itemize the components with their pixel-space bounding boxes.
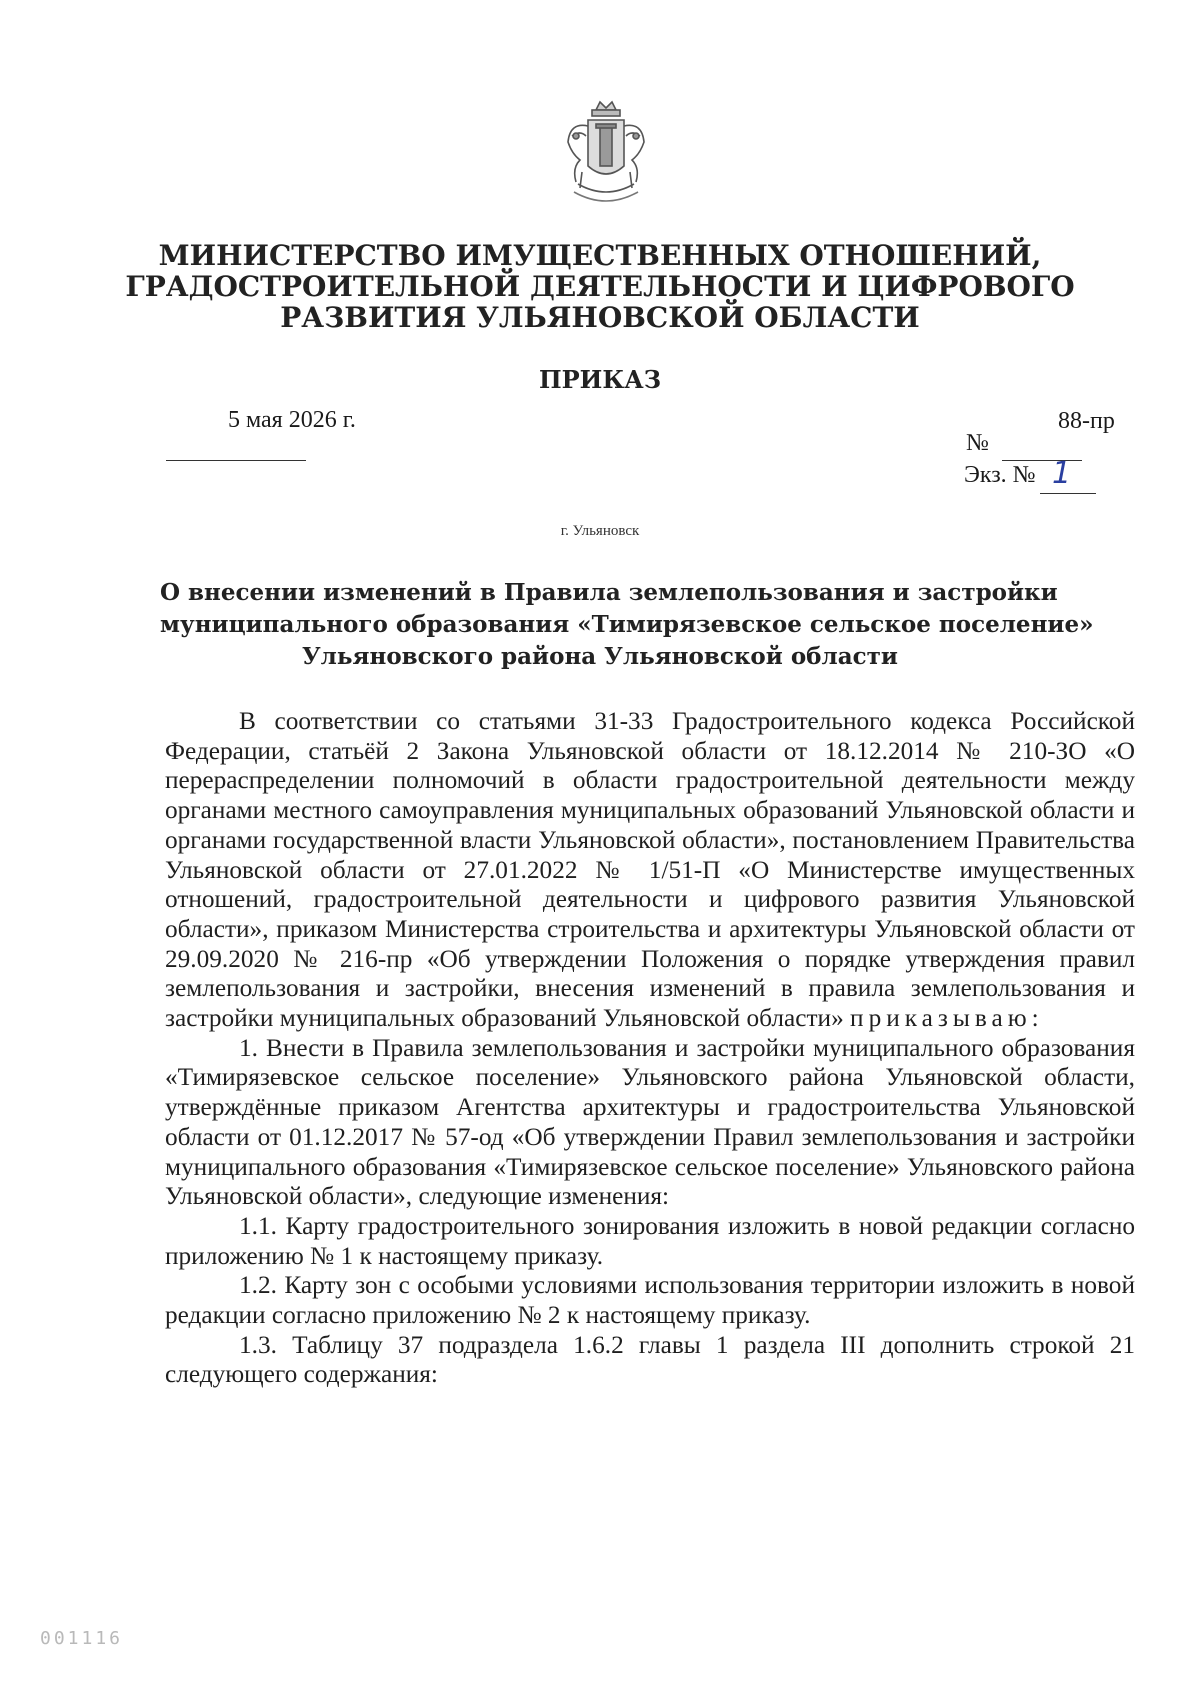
preamble-text: В соответствии со статьями 31-33 Градостроительного кодекса Российской Федерации, статьёй 2 Закона Ульяновской области от 18.12.2014 № 210-ЗО «О перераспределении полномочий в области градостроительной деятельности между органами местного самоуправления муниципальных образований Ульяновской области и органами государственной власти Ульяновской области», постановлением Правительства Ульяновской области от 27.01.2022 № 1/51-П «О Министерстве имущественных отношений, градостроительной деятельности и цифрового развития Ульяновской области», приказом Министерства строительства и архитектуры Ульяновской области от 29.09.2020 № 216-пр «Об утверждении Положения о порядке утверждения правил землепользования и застройки, внесения изменений в правила землепользования и застройки муниципальных образований Ульяновской области»: [165, 707, 1135, 1033]
ministry-line-1: МИНИСТЕРСТВО ИМУЩЕСТВЕННЫХ ОТНОШЕНИЙ,: [158, 239, 1042, 272]
item-1-1: 1.1. Карту градостроительного зонирования изложить в новой редакции согласно приложению № 1 к настоящему приказу.: [165, 1211, 1135, 1270]
document-title: [160, 577, 1094, 673]
preamble-paragraph: [165, 707, 1135, 1034]
item-1-2: 1.2. Карту зон с особыми условиями использования территории изложить в новой редакции согласно приложению № 2 к настоящему приказу.: [165, 1271, 1135, 1330]
ministry-line-3: РАЗВИТИЯ УЛЬЯНОВСКОЙ ОБЛАСТИ: [280, 301, 920, 334]
document-body: [165, 707, 1135, 1390]
city: г. Ульяновск: [560, 523, 640, 539]
copy-underline: [1040, 493, 1096, 494]
document-type: ПРИКАЗ: [538, 365, 662, 394]
title-line-2: муниципального образования «Тимирязевское сельское поселение»: [160, 611, 1094, 638]
order-number-label: №: [966, 430, 989, 456]
date-underline: [166, 460, 306, 461]
item-1: 1. Внести в Правила землепользования и застройки муниципального образования «Тимирязевское сельское поселение» Ульяновского района Ульяновской области, утверждённые приказом Агентства архитектуры и градостроительства Ульяновской области от 01.12.2017 № 57-од «Об утверждении Правил землепользования и застройки муниципального образования «Тимирязевское сельское поселение» Ульяновского района Ульяновской области», следующие изменения:: [165, 1033, 1135, 1211]
ministry-name: [0, 240, 1200, 333]
title-line-1: О внесении изменений в Правила землепользования и застройки: [160, 579, 1058, 606]
order-number: 88-пр: [1058, 408, 1115, 434]
order-word: приказываю:: [850, 1004, 1044, 1033]
ministry-line-2: ГРАДОСТРОИТЕЛЬНОЙ ДЕЯТЕЛЬНОСТИ И ЦИФРОВОГО: [125, 270, 1075, 303]
title-line-3: Ульяновского района Ульяновской области: [302, 643, 898, 670]
order-date: 5 мая 2026 г.: [228, 407, 356, 433]
page-stamp: 001116: [40, 1628, 124, 1649]
coat-of-arms-emblem: [558, 96, 654, 212]
copy-number-handwritten: 1: [1052, 456, 1072, 491]
item-1-3: 1.3. Таблицу 37 подраздела 1.6.2 главы 1 раздела III дополнить строкой 21 следующего содержания:: [165, 1330, 1135, 1389]
copy-number-label: Экз. №: [964, 462, 1036, 488]
